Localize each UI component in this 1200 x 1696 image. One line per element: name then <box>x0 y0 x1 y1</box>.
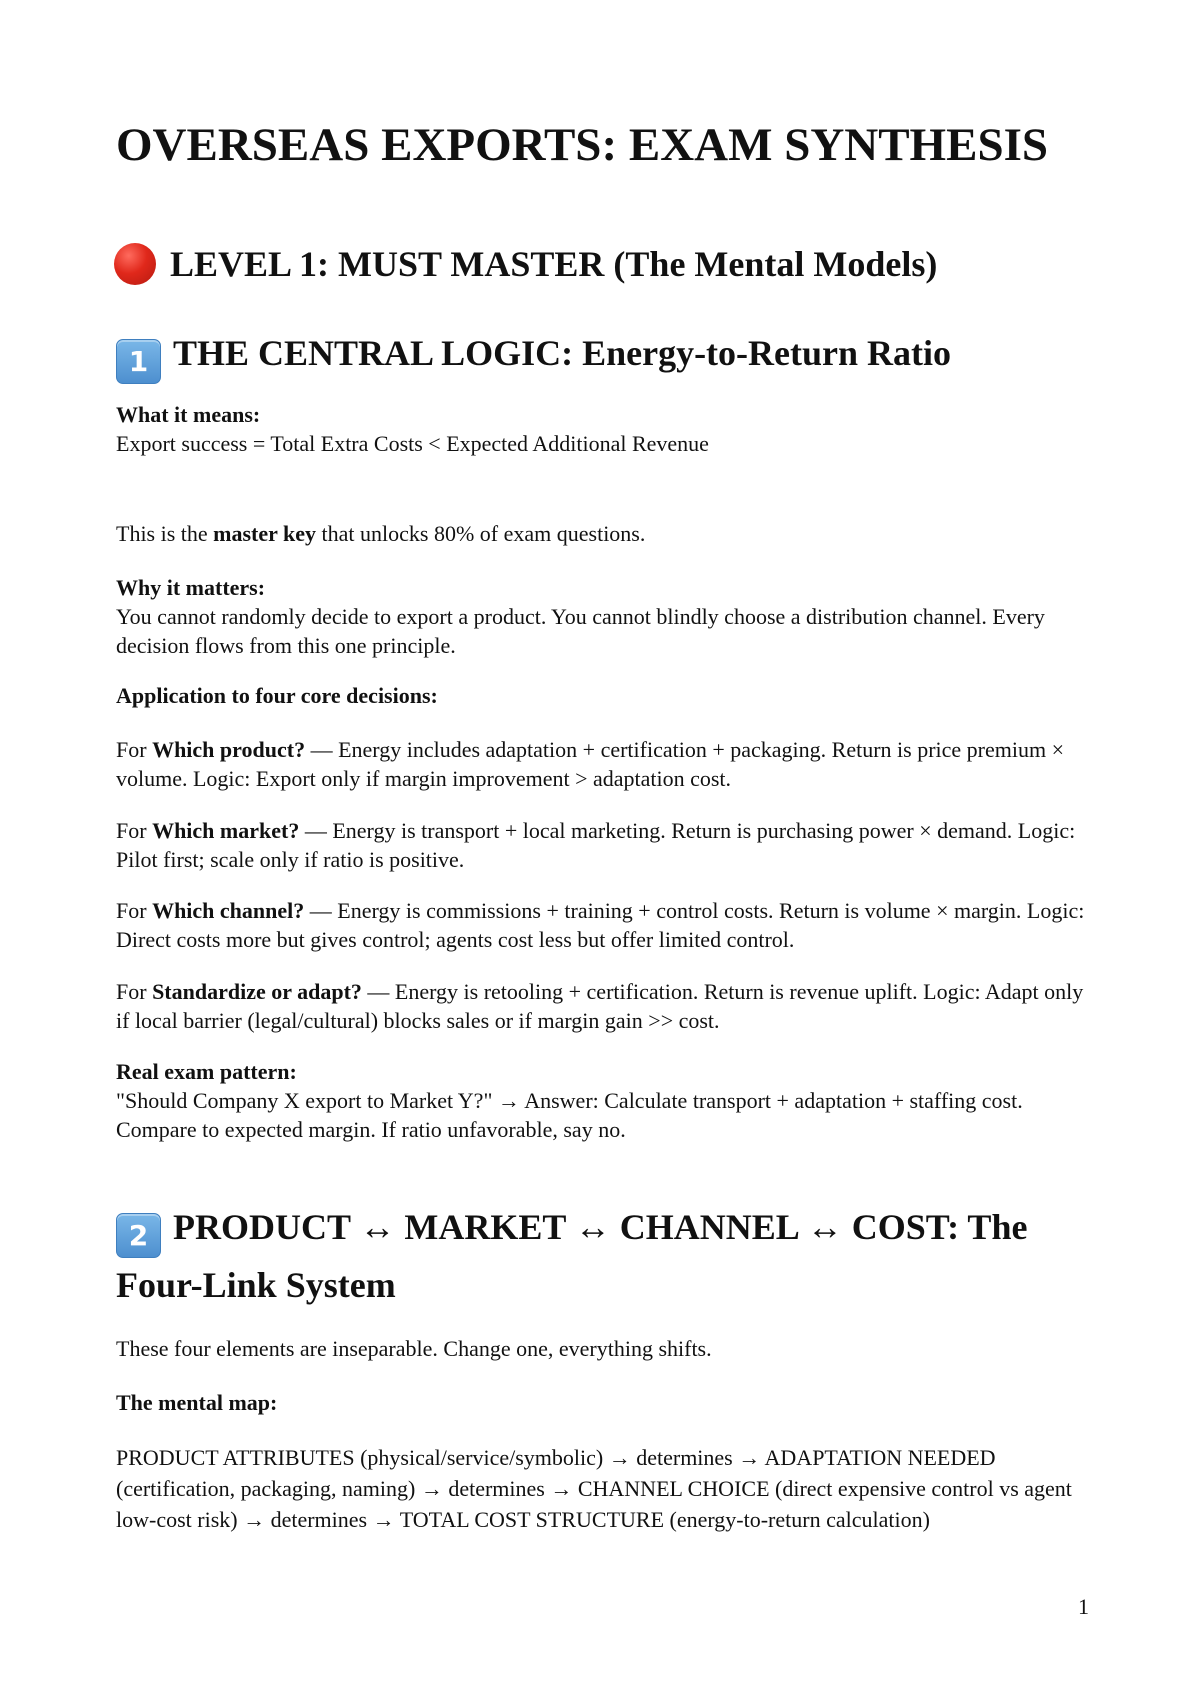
keycap-two-icon: 2 <box>116 1213 161 1258</box>
decision-bold: Standardize or adapt? <box>152 979 362 1004</box>
level-1-heading <box>116 243 937 285</box>
decision-text: — Energy is transport + local marketing. Return is purchasing power × demand. Logic: Pilot first; scale only if ratio is positive. <box>116 818 1076 872</box>
decision-text: — Energy is retooling + certification. Return is revenue uplift. Logic: Adapt only if local barrier (legal/cultural) blocks sales or if margin gain >> cost. <box>116 979 1084 1033</box>
level-1-heading-text: LEVEL 1: MUST MASTER (The Mental Models) <box>170 244 938 284</box>
decision-which-product <box>116 735 1094 793</box>
mental-map-text-paragraph <box>116 1442 1094 1535</box>
master-key-post: that unlocks 80% of exam questions. <box>316 521 646 546</box>
real-exam-pattern-block <box>116 1057 1094 1144</box>
section-2-heading-line2: Four-Link System <box>116 1265 396 1305</box>
decision-bold: Which channel? <box>152 898 305 923</box>
decision-pre: For <box>116 979 153 1004</box>
master-key-paragraph <box>116 519 1094 548</box>
decision-pre: For <box>116 818 153 843</box>
application-label-paragraph <box>116 681 1094 710</box>
decision-text: — Energy is commissions + training + control costs. Return is volume × margin. Logic: Direct costs more but gives control; agents cost less but offer limited control. <box>116 898 1085 952</box>
section-2-intro <box>116 1334 1094 1363</box>
decision-pre: For <box>116 737 153 762</box>
section-2-intro-text: These four elements are inseparable. Change one, everything shifts. <box>116 1336 712 1361</box>
decision-which-channel <box>116 896 1094 954</box>
document-title: OVERSEAS EXPORTS: EXAM SYNTHESIS <box>116 119 1049 171</box>
decision-bold: Which market? <box>152 818 300 843</box>
section-2-heading <box>116 1200 1027 1312</box>
mental-map-label-paragraph <box>116 1388 1094 1417</box>
page-number: 1 <box>1078 1594 1089 1619</box>
why-it-matters-text: You cannot randomly decide to export a product. You cannot blindly choose a distribution channel. Every decision flows from this one principle. <box>116 604 1045 658</box>
section-1-heading-text: THE CENTRAL LOGIC: Energy-to-Return Ratio <box>173 333 952 373</box>
section-1-heading <box>116 326 951 384</box>
keycap-one-icon: 1 <box>116 339 161 384</box>
decision-standardize-or-adapt <box>116 977 1094 1035</box>
mental-map-text: PRODUCT ATTRIBUTES (physical/service/symbolic) → determines → ADAPTATION NEEDED (certification, packaging, naming) → determines → CHANNEL CHOICE (direct expensive control vs agent low-cost risk) → determines → TOTAL COST STRUCTURE (energy-to-return calculation) <box>116 1445 1072 1532</box>
real-exam-pattern-text: "Should Company X export to Market Y?" → Answer: Calculate transport + adaptation + staffing cost. Compare to expected margin. If ratio unfavorable, say no. <box>116 1088 1023 1142</box>
master-key-bold: master key <box>213 521 317 546</box>
what-it-means-block <box>116 400 1094 458</box>
decision-pre: For <box>116 898 153 923</box>
master-key-pre: This is the <box>116 521 214 546</box>
why-it-matters-block <box>116 573 1094 660</box>
decision-text: — Energy includes adaptation + certification + packaging. Return is price premium × volume. Logic: Export only if margin improvement > adaptation cost. <box>116 737 1065 791</box>
decision-bold: Which product? <box>152 737 306 762</box>
red-circle-icon <box>114 243 156 285</box>
section-2-heading-line1: PRODUCT ↔ MARKET ↔ CHANNEL ↔ COST: The <box>173 1207 1028 1247</box>
what-it-means-text: Export success = Total Extra Costs < Expected Additional Revenue <box>116 431 709 456</box>
why-it-matters-label: Why it matters: <box>116 575 266 600</box>
real-exam-pattern-label: Real exam pattern: <box>116 1059 297 1084</box>
mental-map-label: The mental map: <box>116 1390 278 1415</box>
decision-which-market <box>116 816 1094 874</box>
application-label: Application to four core decisions: <box>116 683 438 708</box>
what-it-means-label: What it means: <box>116 402 261 427</box>
